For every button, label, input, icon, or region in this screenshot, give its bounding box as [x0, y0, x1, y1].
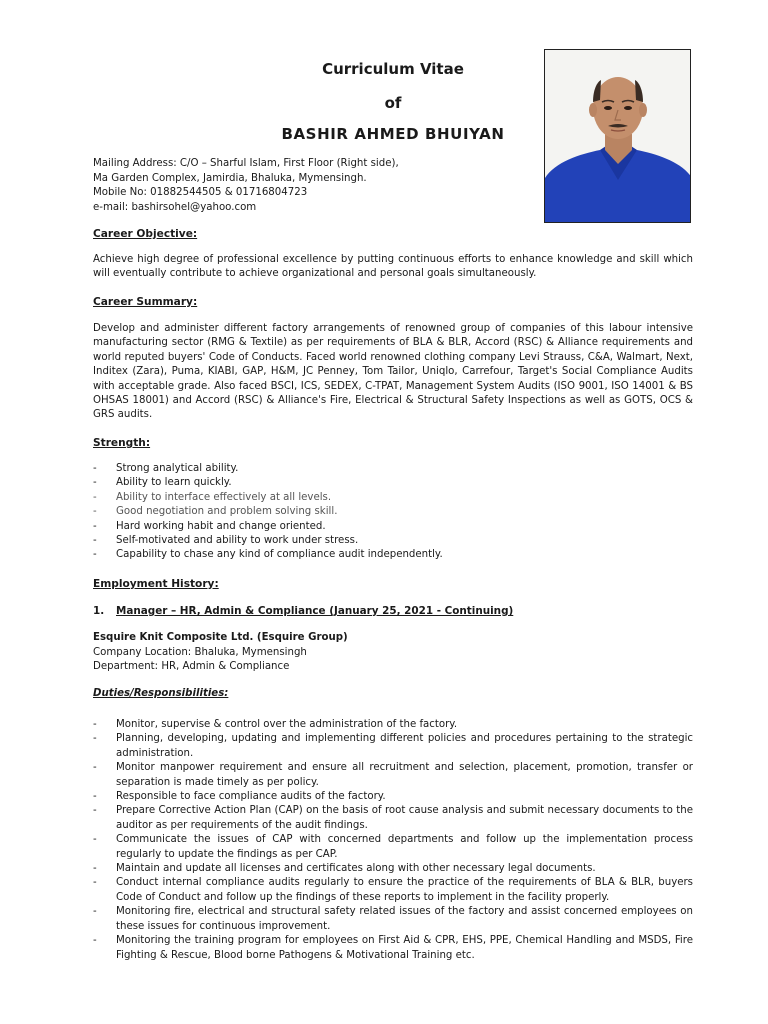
duty-item: Prepare Corrective Action Plan (CAP) on the basis of root cause analysis and submit necessary documents to the auditor as per requirements of the audit findings. — [116, 805, 693, 831]
bullet-dash: - — [93, 549, 97, 561]
bullet-dash: - — [93, 491, 97, 503]
duty-item: Planning, developing, updating and implementing different policies and procedures pertaining to the strategic administration. — [116, 733, 693, 759]
career-objective-heading: Career Objective: — [93, 228, 198, 240]
company-location: Company Location: Bhaluka, Mymensingh — [93, 646, 307, 658]
portrait-image — [545, 50, 691, 223]
bullet-dash: - — [93, 791, 97, 803]
mobile-number: Mobile No: 01882544505 & 01716804723 — [93, 187, 308, 199]
bullet-dash: - — [93, 863, 97, 875]
job-title — [93, 604, 513, 618]
duty-item: Communicate the issues of CAP with concerned departments and follow up the implementation process regularly to update the findings as per CAP. — [116, 834, 693, 860]
bullet-dash: - — [93, 477, 97, 489]
strength-item: Capability to chase any kind of compliance audit independently. — [116, 549, 443, 561]
strength-list — [93, 462, 693, 563]
job-number: 1. — [93, 605, 105, 617]
company-department: Department: HR, Admin & Compliance — [93, 661, 290, 673]
bullet-dash: - — [93, 935, 97, 947]
duties-list — [93, 718, 693, 963]
list-item — [93, 462, 693, 476]
document-title: Curriculum Vitae — [322, 60, 464, 78]
duties-heading: Duties/Responsibilities: — [93, 688, 229, 699]
mailing-address-line1: Mailing Address: C/O – Sharful Islam, First Floor (Right side), — [93, 158, 399, 169]
strength-item: Self-motivated and ability to work under stress. — [116, 535, 359, 547]
strength-item: Hard working habit and change oriented. — [116, 520, 326, 532]
list-item — [93, 905, 693, 934]
company-block — [93, 631, 693, 675]
employment-history-heading: Employment History: — [93, 578, 219, 590]
career-summary-text: Develop and administer different factory arrangements of renowned group of companies of this labour intensive manufacturing sector (RMG & Textile) as per requirements of BLA & BLR, Accord (RSC) & Alliance requirements and world reputed buyers' Code of Conducts. Faced world renowned clothing company Levi Strauss, C&A, Walmart, Next, Inditex (Zara), Puma, KIABI, GAP, H&M, JC Penney, Tom Tailor, Uniqlo, Carrefour, Target's Social Compliance Audits with acceptable grade. Also faced BSCI, ICS, SEDEX, C-TPAT, Management System Audits (ISO 9001, ISO 14001 & BS OHSAS 18001) and Accord (RSC) & Alliance's Fire, Electrical & Structural Safety Inspections as well as GOTS, OCS & GRS audits. — [93, 323, 693, 421]
bullet-dash: - — [93, 762, 97, 774]
contact-block — [93, 157, 533, 215]
duty-item: Conduct internal compliance audits regularly to ensure the practice of the requirements of BLA & BLR, buyers Code of Conduct and follow up the findings of these reports to implement in the facility properly. — [116, 877, 693, 903]
mailing-address-line2: Ma Garden Complex, Jamirdia, Bhaluka, Mymensingh. — [93, 172, 367, 184]
bullet-dash: - — [93, 877, 97, 889]
list-item — [93, 876, 693, 905]
duty-item: Monitoring fire, electrical and structural safety related issues of the factory and assist concerned employees on these issues for continuous improvement. — [116, 906, 693, 932]
list-item — [93, 833, 693, 862]
candidate-name: BASHIR AHMED BHUIYAN — [281, 125, 505, 143]
job-title-text: Manager – HR, Admin & Compliance (January 25, 2021 - Continuing) — [116, 605, 514, 617]
bullet-dash: - — [93, 520, 97, 532]
bullet-dash: - — [93, 463, 97, 474]
strength-heading: Strength: — [93, 437, 151, 449]
list-item — [93, 732, 693, 761]
list-item — [93, 505, 693, 519]
bullet-dash: - — [93, 719, 97, 730]
list-item — [93, 476, 693, 490]
list-item — [93, 718, 693, 732]
bullet-dash: - — [93, 906, 97, 918]
duty-item: Monitor, supervise & control over the administration of the factory. — [116, 719, 458, 730]
list-item — [93, 534, 693, 548]
strength-item: Ability to interface effectively at all levels. — [116, 491, 332, 503]
duty-item: Responsible to face compliance audits of the factory. — [116, 791, 386, 803]
strength-item: Ability to learn quickly. — [116, 477, 232, 489]
list-item — [93, 804, 693, 833]
bullet-dash: - — [93, 733, 97, 745]
duty-item: Monitoring the training program for employees on First Aid & CPR, EHS, PPE, Chemical Handling and MSDS, Fire Fighting & Rescue, Blood borne Pathogens & Motivational Training etc. — [116, 935, 693, 961]
list-item — [93, 520, 693, 534]
duty-item: Maintain and update all licenses and certificates along with other necessary legal documents. — [116, 863, 596, 875]
bullet-dash: - — [93, 805, 97, 817]
profile-photo — [544, 49, 691, 223]
list-item — [93, 934, 693, 963]
bullet-dash: - — [93, 834, 97, 846]
strength-item: Strong analytical ability. — [116, 463, 239, 474]
list-item — [93, 548, 693, 562]
list-item — [93, 790, 693, 804]
career-objective-text: Achieve high degree of professional excellence by putting continuous efforts to enhance knowledge and skill which will eventually contribute to achieve organizational and personal goals simultaneously. — [93, 254, 693, 280]
list-item — [93, 491, 693, 505]
company-name: Esquire Knit Composite Ltd. (Esquire Group) — [93, 632, 348, 643]
duty-item: Monitor manpower requirement and ensure all recruitment and selection, placement, promotion, transfer or separation is made timely as per policy. — [116, 762, 693, 788]
list-item — [93, 761, 693, 790]
strength-item: Good negotiation and problem solving skill. — [116, 506, 338, 518]
bullet-dash: - — [93, 535, 97, 547]
email-address: e-mail: bashirsohel@yahoo.com — [93, 201, 257, 213]
bullet-dash: - — [93, 506, 97, 518]
career-summary-heading: Career Summary: — [93, 296, 198, 308]
document-title-of: of — [384, 94, 402, 112]
list-item — [93, 862, 693, 876]
